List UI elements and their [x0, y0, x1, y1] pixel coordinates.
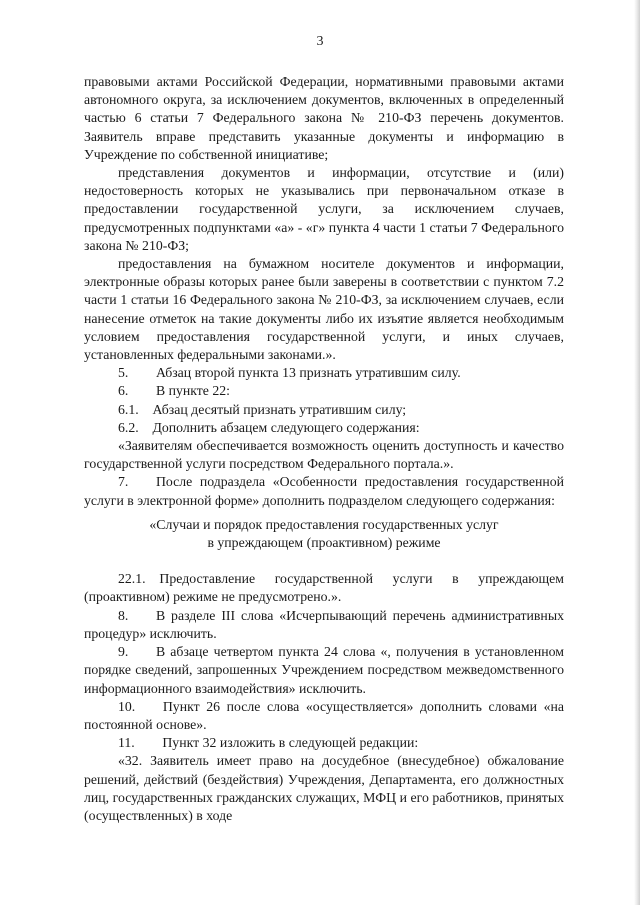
paragraph: предоставления на бумажном носителе документов и информации, электронные образы которых ранее были заверены в соответствии с пунктом 7.2 части 1 статьи 16 Федерального закона № 210-ФЗ, за исключением случаев, если нанесение отметок на такие документы либо их изъятие является необходимым условием предоставления государственной услуги, и иных случаев, установленных федеральными законами.».	[84, 256, 564, 363]
paragraph: правовыми актами Российской Федерации, нормативными правовыми актами автономного округа, за исключением документов, включенных в определенный частью 6 статьи 7 Федерального закона № 210-ФЗ перечень документов. Заявитель вправе представить указанные документы и информацию в Учреждение по собственной инициативе;	[84, 74, 564, 162]
paragraph: 7. После подраздела «Особенности предоставления государственной услуги в электронной форме» дополнить подразделом следующего содержания:	[84, 474, 564, 508]
paragraph: представления документов и информации, отсутствие и (или) недостоверность которых не указывались при первоначальном отказе в предоставлении государственной услуги, за исключением случаев, предусмотренных подпунктами «а» - «г» пункта 4 части 1 статьи 7 Федерального закона № 210-ФЗ;	[84, 165, 564, 253]
paragraph: 6.1. Абзац десятый признать утратившим силу;	[118, 401, 407, 417]
paragraph: 6.2. Дополнить абзацем следующего содержания:	[118, 419, 420, 435]
paragraph: 10. Пункт 26 после слова «осуществляется» дополнить словами «на постоянной основе».	[84, 698, 564, 732]
section-heading-line-2: в упреждающем (проактивном) режиме	[207, 535, 441, 551]
paragraph: 8. В разделе III слова «Исчерпывающий перечень административных процедур» исключить.	[84, 607, 564, 641]
document-body	[84, 73, 564, 825]
page-number: 3	[316, 34, 324, 49]
paragraph: 6. В пункте 22:	[118, 383, 231, 399]
paragraph: 9. В абзаце четвертом пункта 24 слова «, получения в установленном порядке сведений, запрошенных Учреждением посредством межведомственного информационного взаимодействия» исключить.	[84, 644, 564, 696]
paragraph: 5. Абзац второй пункта 13 признать утратившим силу.	[118, 365, 461, 381]
paragraph: 22.1. Предоставление государственной услуги в упреждающем (проактивном) режиме не предусмотрено.».	[84, 571, 564, 605]
scan-edge-shadow	[634, 0, 640, 905]
paragraph: 11. Пункт 32 изложить в следующей редакции:	[118, 735, 419, 751]
spacer	[84, 552, 564, 570]
paragraph: «Заявителям обеспечивается возможность оценить доступность и качество государственной услуги посредством Федерального портала.».	[84, 438, 564, 472]
paragraph: «32. Заявитель имеет право на досудебное (внесудебное) обжалование решений, действий (бездействия) Учреждения, Департамента, его должностных лиц, государственных гражданских служащих, МФЦ и его работников, принятых (осуществленных) в ходе	[84, 753, 564, 823]
section-heading-line-1: «Случаи и порядок предоставления государственных услуг	[149, 516, 499, 532]
